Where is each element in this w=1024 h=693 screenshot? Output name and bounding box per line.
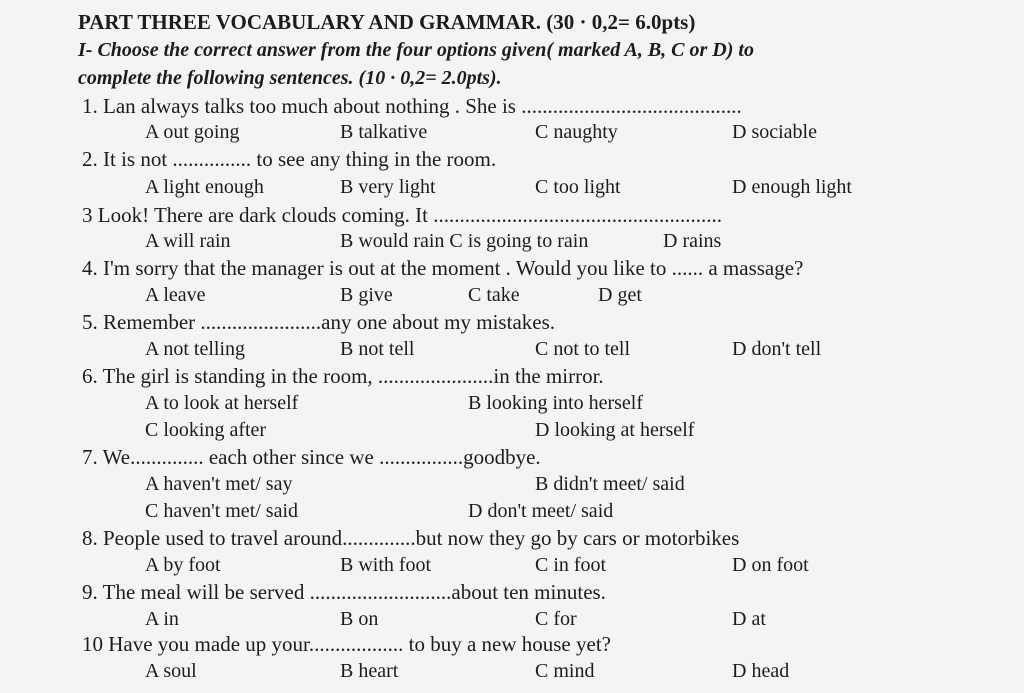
question-8: 8. People used to travel around..............but now they go by cars or motorbikes [82, 526, 740, 550]
question-4-option-d: D get [598, 284, 642, 306]
question-7-option-b: B didn't meet/ said [535, 473, 685, 495]
question-6-option-c: C looking after [145, 419, 267, 441]
question-9-option-b: B on [340, 608, 379, 630]
question-10-option-c: C mind [535, 660, 595, 682]
question-5-option-b: B not tell [340, 338, 415, 360]
question-2: 2. It is not ............... to see any thing in the room. [82, 147, 497, 171]
question-6: 6. The girl is standing in the room, ......................in the mirror. [82, 364, 604, 388]
question-5-option-a: A not telling [145, 338, 245, 360]
instruction-line-2: complete the following sentences. (10 · 0,2= 2.0pts). [78, 67, 502, 89]
question-2-option-a: A light enough [145, 176, 264, 198]
question-1-option-a: A out going [145, 121, 240, 143]
question-5-option-d: D don't tell [732, 338, 822, 360]
question-3-option-a: A will rain [145, 230, 231, 252]
question-3-option-d: D rains [663, 230, 722, 252]
question-2-option-d: D enough light [732, 176, 852, 198]
question-7-option-d: D don't meet/ said [468, 500, 614, 522]
question-9-option-c: C for [535, 608, 577, 630]
question-10-option-a: A soul [145, 660, 197, 682]
question-1: 1. Lan always talks too much about nothing . She is .......................................... [82, 94, 742, 118]
question-7-option-c: C haven't met/ said [145, 500, 299, 522]
instruction-line-1: I- Choose the correct answer from the four options given( marked A, B, C or D) to [78, 39, 754, 61]
question-1-option-d: D sociable [732, 121, 817, 143]
question-10-option-d: D head [732, 660, 790, 682]
question-1-option-b: B talkative [340, 121, 428, 143]
question-4: 4. I'm sorry that the manager is out at the moment . Would you like to ...... a massage? [82, 256, 804, 280]
question-2-option-c: C too light [535, 176, 621, 198]
question-10-option-b: B heart [340, 660, 399, 682]
part-title: PART THREE VOCABULARY AND GRAMMAR. (30 · 0,2= 6.0pts) [78, 10, 696, 34]
question-5-option-c: C not to tell [535, 338, 630, 360]
question-3-option-bc: B would rain C is going to rain [340, 230, 589, 252]
question-8-option-b: B with foot [340, 554, 432, 576]
question-3: 3 Look! There are dark clouds coming. It ....................................................... [82, 203, 722, 227]
question-9-option-d: D at [732, 608, 766, 630]
question-7-option-a: A haven't met/ say [145, 473, 293, 495]
question-4-option-a: A leave [145, 284, 206, 306]
question-6-option-d: D looking at herself [535, 419, 695, 441]
question-6-option-b: B looking into herself [468, 392, 643, 414]
question-6-option-a: A to look at herself [145, 392, 299, 414]
question-10: 10 Have you made up your.................. to buy a new house yet? [82, 632, 611, 656]
question-4-option-b: B give [340, 284, 393, 306]
question-9-option-a: A in [145, 608, 179, 630]
question-8-option-a: A by foot [145, 554, 221, 576]
question-4-option-c: C take [468, 284, 520, 306]
question-8-option-d: D on foot [732, 554, 809, 576]
question-5: 5. Remember .......................any one about my mistakes. [82, 310, 556, 334]
question-1-option-c: C naughty [535, 121, 618, 143]
question-2-option-b: B very light [340, 176, 436, 198]
question-9: 9. The meal will be served ...........................about ten minutes. [82, 580, 606, 604]
question-7: 7. We.............. each other since we ................goodbye. [82, 445, 541, 469]
question-8-option-c: C in foot [535, 554, 607, 576]
